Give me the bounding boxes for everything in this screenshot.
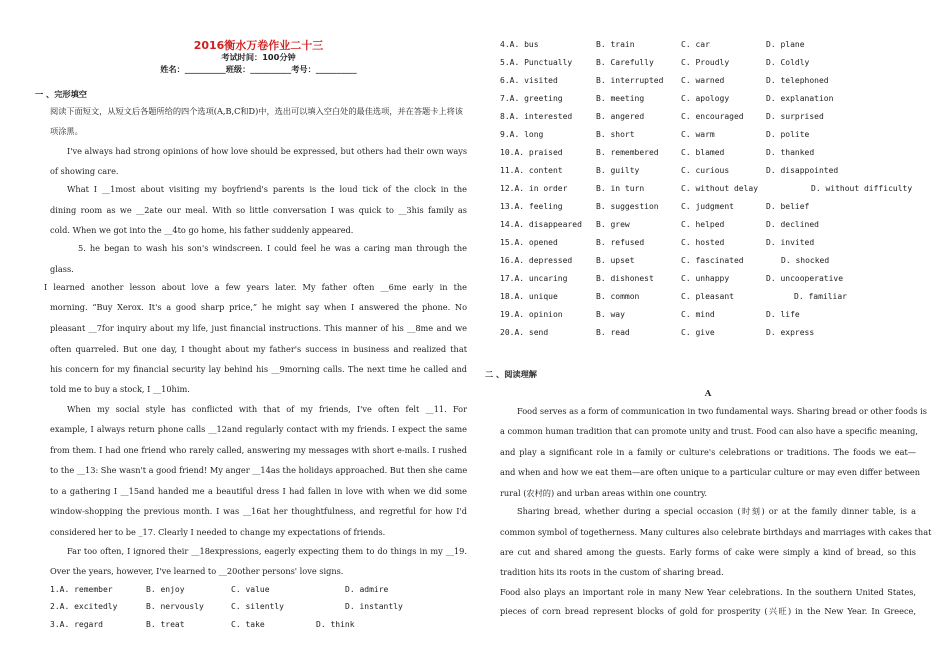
option-text: 14.A. disappeared [500,220,582,229]
reading-line: Food also plays an important role in many New Year celebrations. In the southern United States, [500,587,916,597]
left-column [35,0,468,672]
option-text: D. thanked [766,148,815,157]
option-text: D. explanation [766,94,834,103]
option-text: D. telephoned [766,76,829,85]
passage-label: A [704,388,712,398]
passage-line: 5. he began to wash his son's windscreen. I could feel he was a caring man through the [78,243,467,253]
option-text: B. train [596,40,635,49]
option-text: B. interrupted [596,76,664,85]
option-text: C. blamed [681,148,725,157]
passage-line: to the __13: She wasn't a good friend! My anger __14as the holidays approached. But then she came [50,465,468,475]
option-text: 4.A. bus [500,40,539,49]
option-text: 6.A. visited [500,76,558,85]
passage-line: example, I always return phone calls __12and regularly contact with my friends. I expect the same [50,424,467,434]
passage-line: told me to buy a stock, I __10him. [50,384,190,394]
reading-line: Food serves as a form of communication in two fundamental ways. Sharing bread or other foods is [517,406,927,416]
passage-line: window-shopping the previous month. I was __16at her thoughtfulness, and regretful for how I'd [50,506,467,516]
reading-line: a common human tradition that can promote unity and trust. Food can also have a specific meaning, [500,426,918,436]
option-text: D. Coldly [766,58,810,67]
reading-line: rural (农村的) and urban areas within one country. [500,488,708,498]
option-text: C. Proudly [681,58,730,67]
passage-line: morning. “Buy Xerox. It's a good sharp price,” he might say when I answered the phone. No [50,302,467,312]
option-text: C. car [681,40,710,49]
option-text: D. shocked [781,256,830,265]
option-text: D. uncooperative [766,274,844,283]
option-text: C. warm [681,130,715,139]
option-text: C. mind [681,310,715,319]
option-text: 5.A. Punctually [500,58,573,67]
option-text: 17.A. uncaring [500,274,568,283]
option-text: C. silently [231,602,284,611]
option-text: B. grew [596,220,630,229]
passage-line: of showing care. [50,166,119,176]
passage-line: to a gathering I __15and handed me a beautiful dress I had fallen in love with when we did some [50,486,467,496]
option-text: C. judgment [681,202,734,211]
instructions-line-2: 项涂黑。 [50,126,83,136]
exam-time: 考试时间：100分钟 [221,52,296,62]
option-text: B. in turn [596,184,645,193]
option-text: D. polite [766,130,810,139]
passage-line: What I __1most about visiting my boyfriend's parents is the loud tick of the clock in the [67,184,467,194]
option-text: B. suggestion [596,202,659,211]
option-text: D. invited [766,238,815,247]
option-text: 19.A. opinion [500,310,563,319]
section-heading-reading: 二 、阅读理解 [485,369,537,379]
option-text: 18.A. unique [500,292,558,301]
passage-line: pleasant __7for inquiry about my life, just financial instructions. This manner of his __8me and we [50,323,467,333]
option-text: 8.A. interested [500,112,573,121]
option-text: C. without delay [681,184,759,193]
passage-line: Over the years, however, I've learned to __20other persons' love signs. [50,566,344,576]
option-text: C. take [231,620,265,629]
option-text: D. instantly [345,602,403,611]
option-text: C. curious [681,166,730,175]
passage-line: When my social style has conflicted with that of my friends, I've often felt __11. For [67,404,467,414]
reading-line: pieces of corn bread represent blocks of gold for prosperity (兴旺) in the New Year. In Greece, [500,606,916,616]
option-text: C. apology [681,94,730,103]
option-text: D. life [766,310,800,319]
reading-line: Sharing bread, whether during a special occasion (时刻) or at the family dinner table, is a [517,506,916,516]
passage-line: dining room as we __2ate our meal. With so little conversation I was quick to __3his family as [50,205,467,215]
option-text: D. admire [345,585,389,594]
exam-title: 2016衡水万卷作业二十三 [193,39,324,52]
passage-line: I've always had strong opinions of how love should be expressed, but others had their own ways [67,146,468,156]
reading-line: are cut and shared among the guests. Early forms of cake were simply a kind of bread, so this [500,547,916,557]
option-text: D. declined [766,220,819,229]
reading-line: and play a significant role in a family or culture's celebrations or traditions. The foods we eat— [500,447,916,457]
option-text: C. give [681,328,715,337]
option-text: B. upset [596,256,635,265]
option-text: B. short [596,130,635,139]
option-text: C. encouraged [681,112,744,121]
option-text: C. hosted [681,238,725,247]
passage-line: considered her to be _17. Clearly I needed to change my expectations of friends. [50,527,386,537]
option-text: 9.A. long [500,130,544,139]
passage-line: from them. I had one friend who rarely called, answering my messages with short e-mails. I rushed [50,445,467,455]
option-text: 12.A. in order [500,184,568,193]
option-text: B. way [596,310,625,319]
option-text: B. common [596,292,640,301]
option-text: C. pleasant [681,292,734,301]
option-text: B. Carefully [596,58,654,67]
option-text: D. express [766,328,815,337]
passage-line: often quarreled. But one day, I thought about my father's success in business and realized that [50,344,467,354]
option-text: D. belief [766,202,810,211]
option-text: 11.A. content [500,166,563,175]
option-text: B. read [596,328,630,337]
option-text: B. enjoy [146,585,185,594]
passage-line: glass. [50,264,74,274]
option-text: B. meeting [596,94,645,103]
option-text: B. angered [596,112,645,121]
option-text: C. helped [681,220,725,229]
option-text: D. surprised [766,112,824,121]
right-column [485,0,932,672]
option-text: B. remembered [596,148,659,157]
option-text: 1.A. remember [50,585,113,594]
option-text: 13.A. feeling [500,202,563,211]
option-text: C. fascinated [681,256,744,265]
reading-line: and when and how we eat them—are often unique to a particular culture or may even differ between [500,467,921,477]
reading-line: tradition hits its roots in the custom of sharing bread. [500,567,724,577]
option-text: B. refused [596,238,645,247]
option-text: B. nervously [146,602,204,611]
option-text: B. treat [146,620,185,629]
option-text: 15.A. opened [500,238,558,247]
passage-line: his concern for my financial security lay behind his __9morning calls. The next time he called and [50,364,467,374]
section-heading-cloze: 一 、完形填空 [35,89,87,99]
option-text: 10.A. praised [500,148,563,157]
option-text: C. warned [681,76,725,85]
option-text: 2.A. excitedly [50,602,118,611]
reading-line: common symbol of togetherness. Many cultures also celebrate birthdays and marriages with cakes that [500,527,932,537]
option-text: 7.A. greeting [500,94,563,103]
option-text: C. unhappy [681,274,730,283]
option-text: D. plane [766,40,805,49]
instructions-line-1: 阅读下面短文，从短文后各题所给的四个选项(A,B,C和D)中，选出可以填入空白处的最佳选项，并在答题卡上将该 [50,106,463,116]
option-text: D. familiar [794,292,847,301]
option-text: C. value [231,585,270,594]
student-info: 姓名：__________班级：__________考号：__________ [160,64,357,74]
passage-line: cold. When we got into the __4to go home, his father suddenly appeared. [50,225,354,235]
passage-line: I learned another lesson about love a few years later. My father often __6me early in the [44,282,467,292]
option-text: 20.A. send [500,328,549,337]
option-text: 3.A. regard [50,620,103,629]
option-text: D. think [316,620,355,629]
option-text: 16.A. depressed [500,256,573,265]
option-text: D. disappointed [766,166,839,175]
option-text: D. without difficulty [811,184,913,193]
option-text: B. guilty [596,166,640,175]
passage-line: Far too often, I ignored their __18expressions, eagerly expecting them to do things in my __19. [67,546,467,556]
option-text: B. dishonest [596,274,654,283]
